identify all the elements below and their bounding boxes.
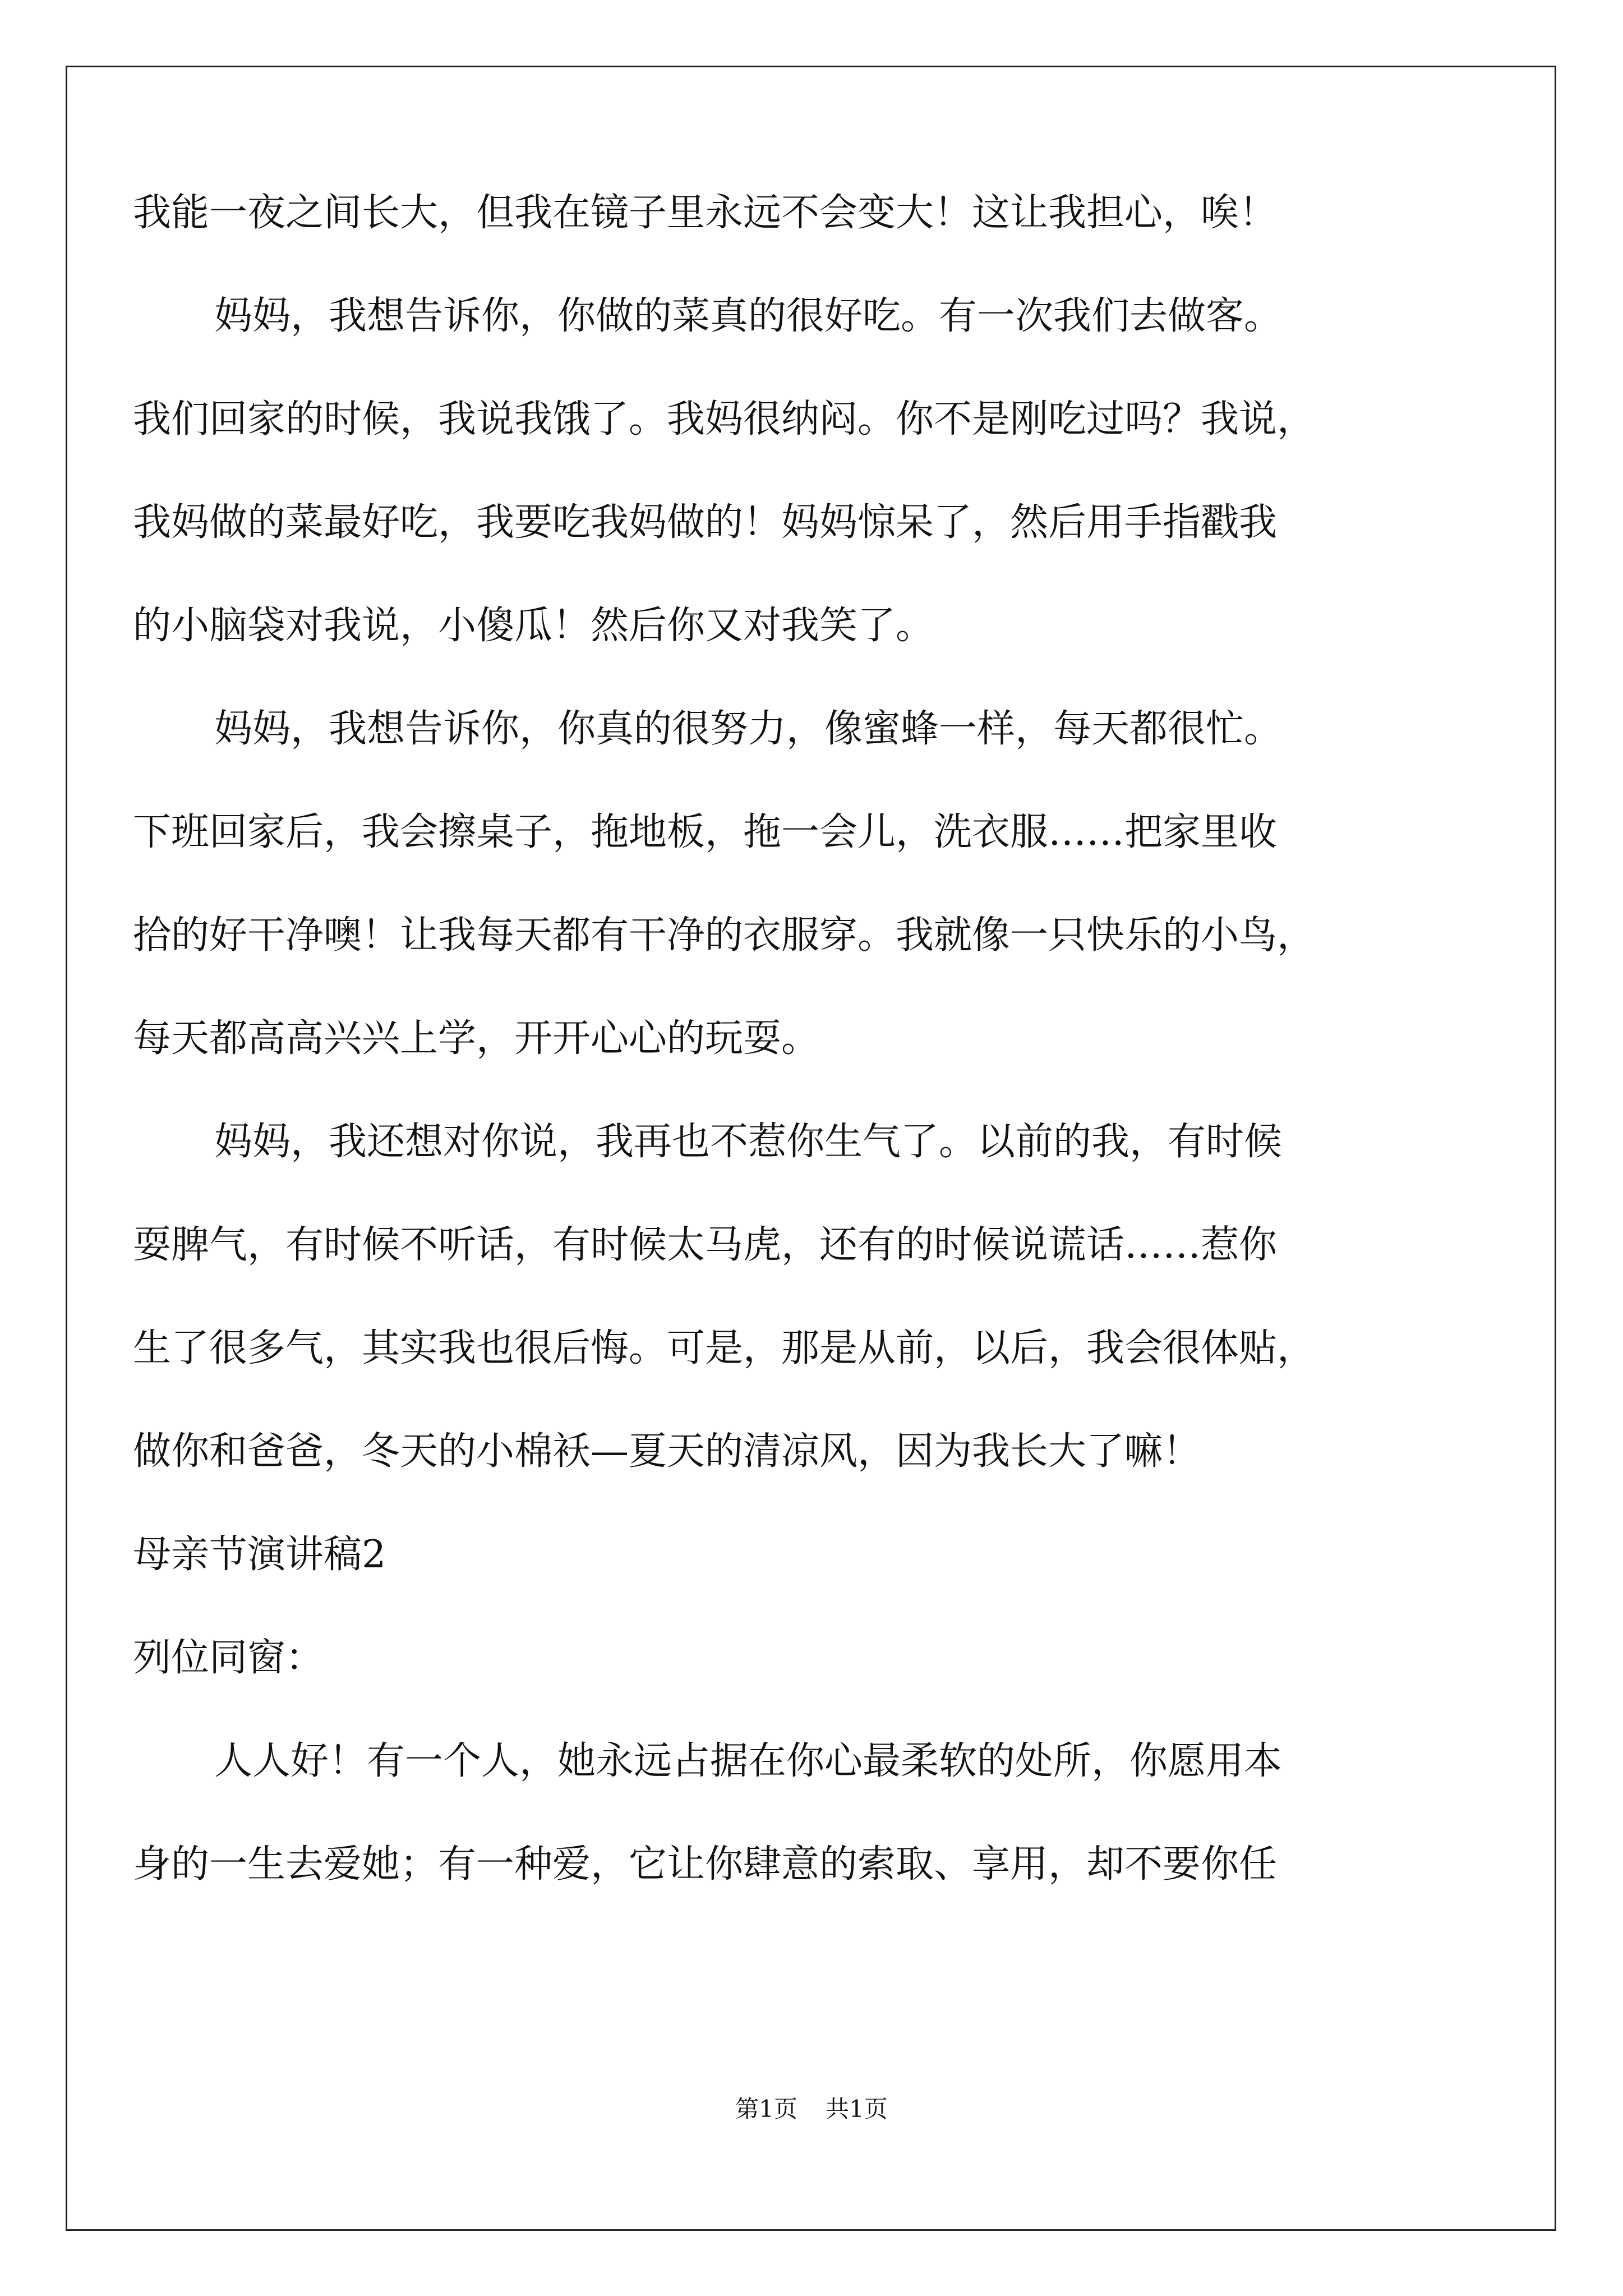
salutation: 列位同窗： (133, 1636, 324, 1680)
text-line: 做你和爸爸，冬天的小棉袄—夏天的清凉风，因为我长大了嘛！ (133, 1429, 1201, 1474)
text-line: 生了很多气，其实我也很后悔。可是，那是从前，以后，我会很体贴， (133, 1326, 1316, 1370)
text-line: 拾的好干净噢！让我每天都有干净的衣服穿。我就像一只快乐的小鸟， (133, 913, 1316, 958)
text-line: 身的一生去爱她；有一种爱，它让你肆意的索取、享用，却不要你任 (133, 1842, 1278, 1887)
paragraph-start-line: 妈妈，我想告诉你，你真的很努力，像蜜蜂一样，每天都很忙。 (214, 707, 1283, 751)
section-heading: 母亲节演讲稿2 (133, 1533, 386, 1577)
text-line: 我们回家的时候，我说我饿了。我妈很纳闷。你不是刚吃过吗？我说， (133, 397, 1316, 441)
page-number: 第1页 (735, 2095, 797, 2123)
text-line: 我妈做的菜最好吃，我要吃我妈做的！妈妈惊呆了，然后用手指戳我 (133, 500, 1278, 545)
text-line: 每天都高高兴兴上学，开开心心的玩耍。 (133, 1016, 820, 1061)
page-total: 共1页 (826, 2095, 888, 2123)
text-line: 下班回家后，我会擦桌子，拖地板，拖一会儿，洗衣服……把家里收 (133, 810, 1278, 854)
paragraph-start-line: 人人好！有一个人，她永远占据在你心最柔软的处所，你愿用本 (214, 1739, 1283, 1783)
text-line: 的小脑袋对我说，小傻瓜！然后你又对我笑了。 (133, 604, 934, 648)
text-line: 耍脾气，有时候不听话，有时候太马虎，还有的时候说谎话……惹你 (133, 1223, 1278, 1267)
paragraph-start-line: 妈妈，我还想对你说，我再也不惹你生气了。以前的我，有时候 (214, 1120, 1283, 1164)
text-line: 我能一夜之间长大，但我在镜子里永远不会变大！这让我担心，唉！ (133, 191, 1278, 235)
page-footer (0, 2087, 1623, 2132)
paragraph-start-line: 妈妈，我想告诉你，你做的菜真的很好吃。有一次我们去做客。 (214, 294, 1283, 338)
